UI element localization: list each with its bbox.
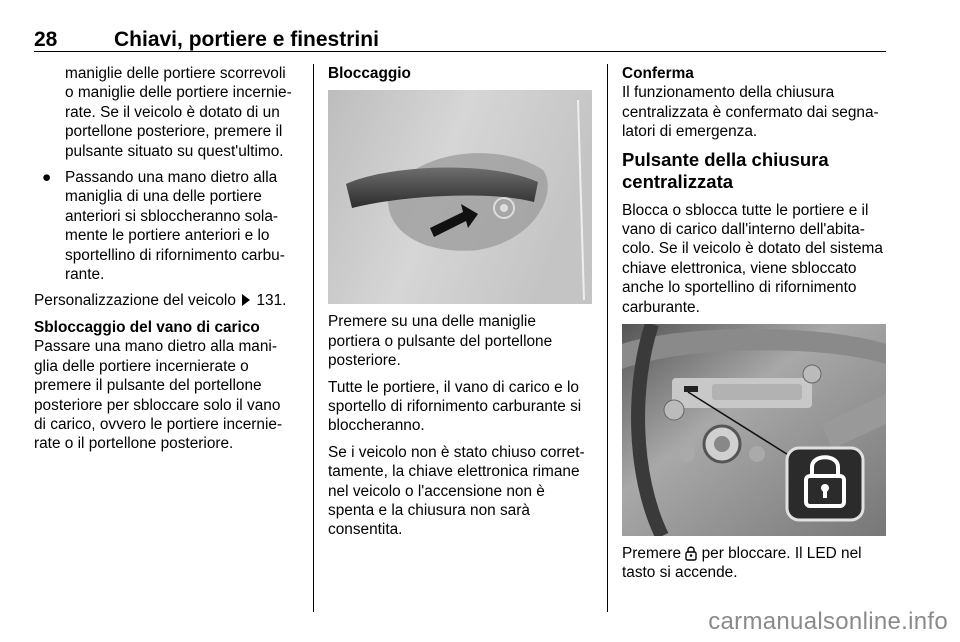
bullet-dot: ●	[42, 169, 52, 187]
watermark: carmanualsonline.info	[708, 608, 948, 635]
page-number: 28	[34, 28, 58, 51]
column-2	[328, 64, 592, 547]
cargo-unlock-heading: Sbloccaggio del vano di carico	[34, 318, 260, 336]
door-handle-illustration	[328, 90, 592, 304]
padlock-icon	[685, 545, 697, 561]
triangle-reference-icon	[242, 294, 250, 306]
locking-paragraph-1: Premere su una delle maniglie portiera o pulsante del portellone posteriore.	[328, 313, 553, 370]
confirmation-section: Conferma Il funzionamento della chiusura centralizzata è confermato dai segna- latori di emergenza.	[622, 65, 879, 141]
column-3	[622, 64, 886, 590]
column-divider	[313, 64, 314, 612]
confirmation-heading: Conferma	[622, 65, 694, 82]
column-divider	[607, 64, 608, 612]
cross-reference[interactable]: Personalizzazione del veicolo 131.	[34, 292, 287, 310]
chapter-title: Chiavi, portiere e finestrini	[114, 28, 379, 51]
column-1	[34, 64, 300, 461]
continued-paragraph: maniglie delle portiere scorrevoli o maniglie delle portiere incernie- rate. Se il veicolo è dotato di un portellone posteriore, premere il pulsante situato su quest'ultimo.	[65, 65, 292, 160]
reference-page[interactable]: 131.	[256, 292, 287, 310]
press-instruction: Premere per bloccare. Il LED nel tasto si accende.	[622, 545, 862, 582]
central-lock-button-heading: Pulsante della chiusura centralizzata	[622, 148, 829, 192]
dashboard-lock-button-illustration	[622, 324, 886, 536]
bullet-item-front-doors: ● Passando una mano dietro alla maniglia di una delle portiere anteriori si sbloccheranno sola- mente le portiere anteriori e lo sportellino di rifornimento carbu- rante.	[42, 169, 285, 284]
central-lock-paragraph: Blocca o sblocca tutte le portiere e il vano di carico dall'interno dell'abita- colo. Se il veicolo è dotato del sistema chiave elettronica, viene sbloccato anche lo sportellino di rifornimento carburante.	[622, 201, 883, 316]
page-header	[34, 28, 886, 52]
cargo-unlock-section: Sbloccaggio del vano di carico Passare una mano dietro alla mani- glia delle portiere incernierate o premere il pulsante del portellone posteriore per sbloccare solo il vano di carico, ovvero le portiere incernie- rate o il portellone posteriore.	[34, 318, 283, 453]
locking-paragraph-2: Tutte le portiere, il vano di carico e lo sportello di rifornimento carburante si bloccheranno.	[328, 378, 582, 435]
header-rule	[34, 51, 886, 52]
locking-paragraph-3: Se i veicolo non è stato chiuso corret- tamente, la chiave elettronica rimane nel veicolo o l'accensione non è spenta e la chiusura non sarà consentita.	[328, 443, 585, 539]
locking-heading: Bloccaggio	[328, 65, 411, 82]
